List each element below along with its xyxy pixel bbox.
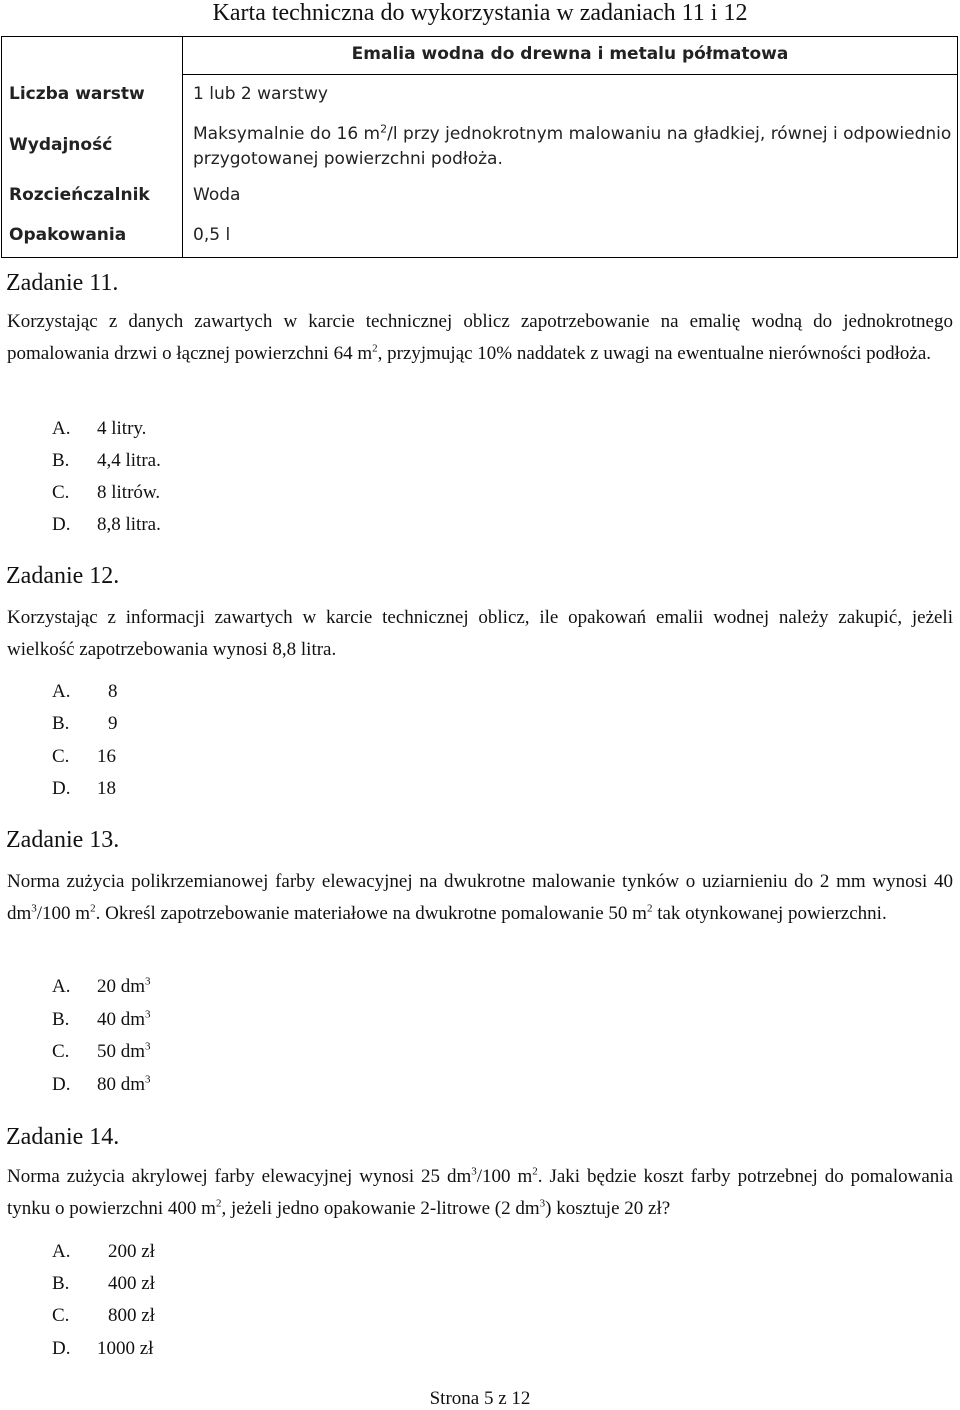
- label-packaging: Opakowania: [9, 225, 127, 245]
- task-11-option-b: B. 4,4 litra.: [52, 450, 161, 471]
- value-diluent: Woda: [193, 185, 241, 205]
- task-13-option-b: B. 40 $dm^3$: [52, 1008, 151, 1030]
- task-11-text: Korzystając z danych zawartych w karcie technicznej oblicz zapotrzebowanie na emalię wodną do jednokrotnego pomalowania drzwi o łącznej powierzchni 64 $m^2$, przyjmując 10% naddatek z uwagi na ewentualne nierówności podłoża.: [7, 311, 953, 364]
- task-11-heading: Zadanie 11.: [6, 270, 119, 296]
- value-efficiency: Maksymalnie do 16 $m^2/l$ przy jednokrotnym malowaniu na gładkiej, równej i odpowiednio przygotowanej powierzchni podłoża.: [193, 122, 952, 169]
- task-13-text: Norma zużycia polikrzemianowej farby elewacyjnej na dwukrotne malowanie tynków o uziarnieniu do 2 mm wynosi 40 $dm^3/100$ $m^2$. Określ zapotrzebowanie materiałowe na dwukrotne pomalowanie 50 $m^2$ tak otynkowanej powierzchni.: [7, 871, 953, 924]
- task-14-option-c: C. 800 zł: [52, 1305, 155, 1326]
- task-14-option-d: D. 1000 zł: [52, 1338, 154, 1359]
- page-title: Karta techniczna do wykorzystania w zadaniach 11 i 12: [212, 0, 748, 26]
- task-12-option-c: C. 16: [52, 746, 116, 767]
- task-13-option-a: A. 20 $dm^3$: [52, 975, 151, 997]
- task-11-option-c: C. 8 litrów.: [52, 482, 161, 503]
- label-diluent: Rozcieńczalnik: [9, 185, 150, 205]
- page-footer: Strona 5 z 12: [429, 1388, 531, 1409]
- task-14-text: Norma zużycia akrylowej farby elewacyjnej wynosi 25 $dm^3/100$ $m^2$. Jaki będzie koszt farby potrzebnej do pomalowania tynku o powierzchni 400 $m^2$, jeżeli jedno opakowanie 2-litrowe (2 $dm^3$) kosztuje 20 zł?: [7, 1165, 953, 1219]
- technical-card-table: [1, 36, 958, 258]
- task-14-heading: Zadanie 14.: [6, 1124, 120, 1150]
- task-11-option-d: D. 8,8 litra.: [52, 514, 161, 535]
- task-12-option-b: B. 9: [52, 713, 118, 734]
- task-13-heading: Zadanie 13.: [6, 827, 120, 853]
- task-11-option-a: A. 4 litry.: [52, 418, 147, 439]
- label-layers: Liczba warstw: [9, 84, 145, 104]
- task-12-text: Korzystając z informacji zawartych w karcie technicznej oblicz, ile opakowań emalii wodnej należy zakupić, jeżeli wielkość zapotrzebowania wynosi 8,8 litra.: [7, 607, 953, 660]
- value-layers: 1 lub 2 warstwy: [193, 84, 328, 104]
- task-12-heading: Zadanie 12.: [6, 563, 120, 589]
- value-packaging: 0,5 l: [193, 225, 231, 245]
- task-13-option-c: C. 50 $dm^3$: [52, 1040, 151, 1062]
- task-14-option-b: B. 400 zł: [52, 1273, 155, 1294]
- task-14-option-a: A. 200 zł: [52, 1241, 155, 1262]
- task-12-option-a: A. 8: [52, 681, 118, 702]
- task-12-option-d: D. 18: [52, 778, 116, 799]
- task-13-option-d: D. 80 $dm^3$: [52, 1073, 151, 1095]
- product-name: Emalia wodna do drewna i metalu półmatowa: [351, 44, 789, 64]
- label-efficiency: Wydajność: [9, 135, 113, 155]
